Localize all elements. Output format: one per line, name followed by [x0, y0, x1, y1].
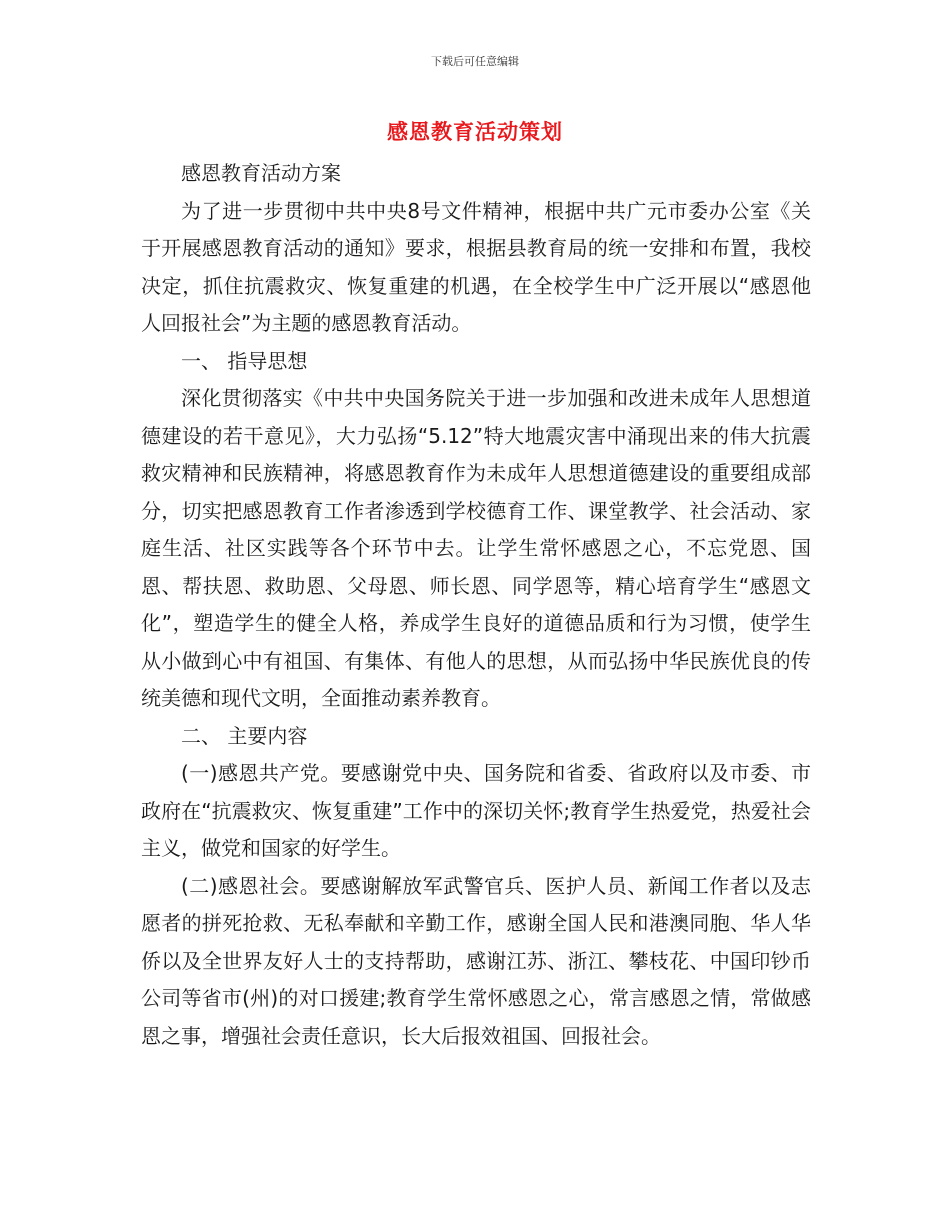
page-header: 下载后可任意编辑 — [431, 55, 519, 68]
paragraph-content-item-2: (二)感恩社会。要感谢解放军武警官兵、医护人员、新闻工作者以及志愿者的拼死抢救、无私奉献和辛勤工作，感谢全国人民和港澳同胞、华人华侨以及全世界友好人士的支持帮助，感谢江苏、浙江、攀枝花、中国印钞币公司等省市(州)的对口援建;教育学生常怀感恩之心，常言感恩之情，常做感恩之事，增强社会责任意识，长大后报效祖国、回报社会。 — [141, 873, 811, 1048]
paragraph-guiding-ideology: 深化贯彻落实《中共中央国务院关于进一步加强和改进未成年人思想道德建设的若干意见》，大力弘扬“5.12”特大地震灾害中涌现出来的伟大抗震救灾精神和民族精神，将感恩教育作为未成年人思想道德建设的重要组成部分，切实把感恩教育工作者渗透到学校德育工作、课堂教学、社会活动、家庭生活、社区实践等各个环节中去。让学生常怀感恩之心，不忘党恩、国恩、帮扶恩、救助恩、父母恩、师长恩、同学恩等，精心培育学生“感恩文化”，塑造学生的健全人格，养成学生良好的道德品质和行为习惯，使学生从小做到心中有祖国、有集体、有他人的思想，从而弘扬中华民族优良的传统美德和现代文明，全面推动素养教育。 — [141, 386, 811, 710]
document-title: 感恩教育活动策划 — [387, 120, 563, 144]
section-heading-main-content: 二、 主要内容 — [181, 723, 308, 748]
paragraph-intro: 为了进一步贯彻中共中央8号文件精神，根据中共广元市委办公室《关于开展感恩教育活动的通知》要求，根据县教育局的统一安排和布置，我校决定，抓住抗震救灾、恢复重建的机遇，在全校学生中广泛开展以“感恩他人回报社会”为主题的感恩教育活动。 — [141, 198, 811, 335]
paragraph-content-item-1: (一)感恩共产党。要感谢党中央、国务院和省委、省政府以及市委、市政府在“抗震救灾、恢复重建”工作中的深切关怀;教育学生热爱党，热爱社会主义，做党和国家的好学生。 — [141, 761, 811, 860]
section-heading-guiding-ideology: 一、 指导思想 — [181, 348, 308, 373]
document-body — [141, 155, 811, 1055]
paragraph-plan-name: 感恩教育活动方案 — [181, 161, 341, 185]
